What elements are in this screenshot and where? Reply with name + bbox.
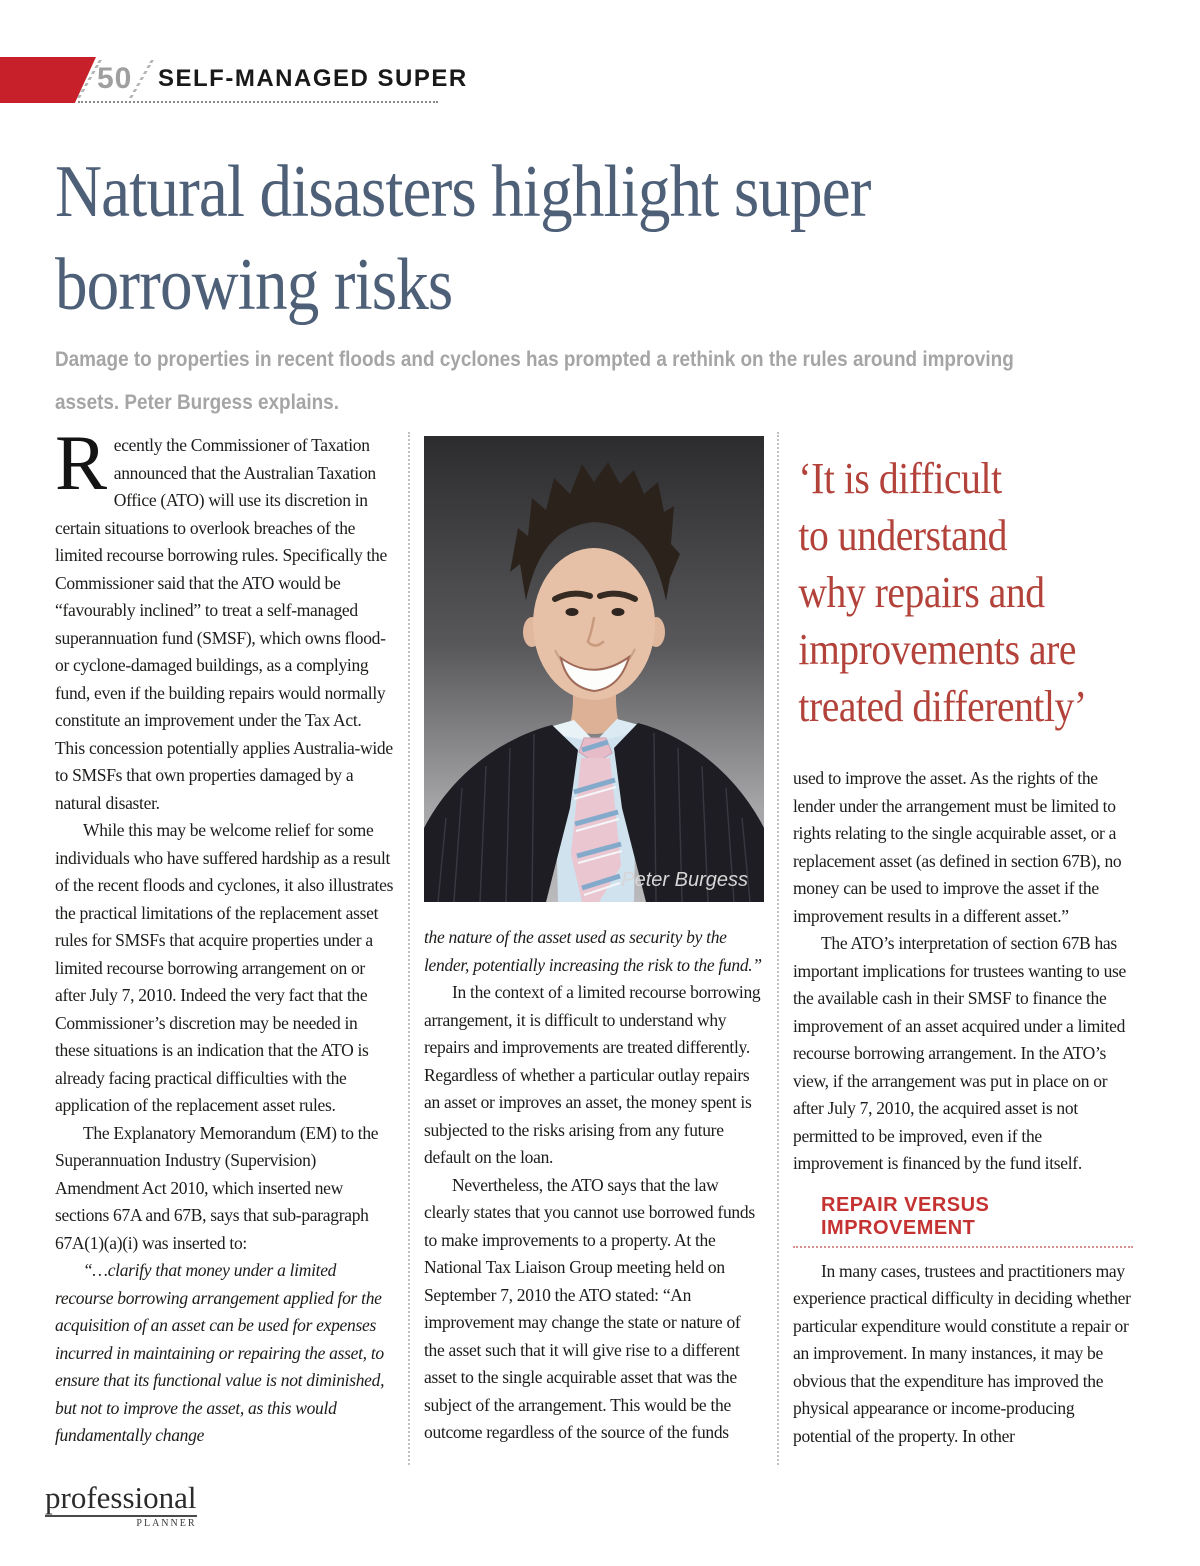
- body-paragraph: used to improve the asset. As the rights of the lender under the arrangement must be limited to rights relating to the single acquirable asset, or a replacement asset (as defined in section 67B), no money can be used to improve the asset if the improvement results in a different asset.”: [793, 768, 1122, 926]
- pull-quote: [793, 432, 1149, 735]
- title-line: borrowing risks: [55, 244, 453, 326]
- body-paragraph: [55, 419, 395, 817]
- logo-planner: PLANNER: [136, 1518, 197, 1529]
- body-paragraph-quote: “…clarify that money under a limited recourse borrowing arrangement applied for the acquisition of an asset can be used for expenses incurred in maintaining or repairing the asset, to ensure that its functional value is not diminished, but not to improve the asset, as this would fundamentally change: [55, 1260, 385, 1445]
- pull-quote-line: why repairs and: [798, 568, 1045, 617]
- body-paragraph: While this may be welcome relief for some individuals who have suffered hardship as a result of the recent floods and cyclones, it also illustrates the practical limitations of the replacement asset rules for SMSFs that acquire properties under a limited recourse borrowing arrangement on or after July 7, 2010. Indeed the very fact that the Commissioner’s discretion may be needed in these situations is an indication that the ATO is already facing practical difficulties with the application of the replacement asset rules.: [55, 820, 394, 1115]
- body-paragraph: In the context of a limited recourse borrowing arrangement, it is difficult to understand why repairs and improvements are treated differently. Regardless of whether a particular outlay repairs an asset or improves an asset, the money spent is subjected to the risks arising from any future default on the loan.: [424, 982, 761, 1167]
- dotted-slash-icon: [129, 60, 154, 98]
- photo-caption: Peter Burgess: [621, 869, 748, 891]
- body-paragraph: In many cases, trustees and practitioners may experience practical difficulty in deciding whether particular expenditure would constitute a repair or an improvement. In many instances, it may be obvious that the expenditure has improved the physical appearance or income-producing potential of the property. In other: [793, 1260, 1131, 1446]
- standfirst-line: assets. Peter Burgess explains.: [55, 390, 339, 414]
- article-columns: [55, 419, 1133, 1465]
- portrait-photo: [424, 436, 764, 902]
- column-left: [55, 419, 395, 1465]
- drop-cap: R: [55, 419, 107, 506]
- title-line: Natural disasters highlight super: [55, 151, 871, 233]
- section-title: SELF-MANAGED SUPER: [158, 65, 468, 92]
- section-heading: REPAIR VERSUS IMPROVEMENT: [793, 1194, 1133, 1248]
- body-paragraph-quote: the nature of the asset used as security by the lender, potentially increasing the risk to the fund.”: [424, 927, 762, 975]
- portrait-illustration: [424, 436, 764, 902]
- red-flag-shape: [0, 57, 96, 103]
- pull-quote-line: improvements are: [798, 625, 1077, 674]
- paragraph-text: ecently the Commissioner of Taxation announced that the Australian Taxation Office (ATO) will use its discretion in certain situations to overlook breaches of the limited recourse borrowing rules. Specifically the Commissioner said that the ATO would be “favourably inclined” to treat a self-managed superannuation fund (SMSF), which owns flood- or cyclone-damaged buildings, as a complying fund, even if the building repairs would normally constitute an improvement under the Tax Act. This concession potentially applies Australia-wide to SMSFs that own properties damaged by a natural disaster.: [55, 435, 393, 813]
- page-number: 50: [97, 62, 133, 95]
- column-right: [777, 432, 1133, 1465]
- body-paragraph: The ATO’s interpretation of section 67B has important implications for trustees wanting to use the available cash in their SMSF to finance the improvement of an asset acquired under a limited recourse borrowing arrangement. In the ATO’s view, if the arrangement was put in place on or after July 7, 2010, the acquired asset is not permitted to be improved, even if the improvement is financed by the fund itself.: [793, 933, 1126, 1173]
- pull-quote-line: ‘It is difficult: [798, 454, 1002, 503]
- header-dotted-rule: [78, 101, 438, 103]
- column-center: [408, 432, 764, 1465]
- body-paragraph: The Explanatory Memorandum (EM) to the Superannuation Industry (Supervision) Amendment Act 2010, which inserted new sections 67A and 67B, says that sub-paragraph 67A(1)(a)(i) was inserted to:: [55, 1122, 379, 1253]
- pull-quote-line: treated differently’: [798, 682, 1087, 731]
- standfirst-line: Damage to properties in recent floods and cyclones has prompted a rethink on the rules around improving: [55, 347, 1014, 371]
- article-title: [55, 146, 1200, 332]
- body-paragraph: Nevertheless, the ATO says that the law clearly states that you cannot use borrowed funds to make improvements to a property. At the National Tax Liaison Group meeting held on September 7, 2010 the ATO stated: “An improvement may change the state or nature of the asset such that it will give rise to a different asset to the single acquirable asset that was the subject of the arrangement. This would be the outcome regardless of the source of the funds: [424, 1174, 755, 1442]
- magazine-logo: [45, 1482, 197, 1529]
- logo-professional: professional: [45, 1480, 197, 1515]
- standfirst: [55, 338, 1199, 424]
- pull-quote-line: to understand: [798, 511, 1008, 560]
- page-header: [0, 57, 1200, 103]
